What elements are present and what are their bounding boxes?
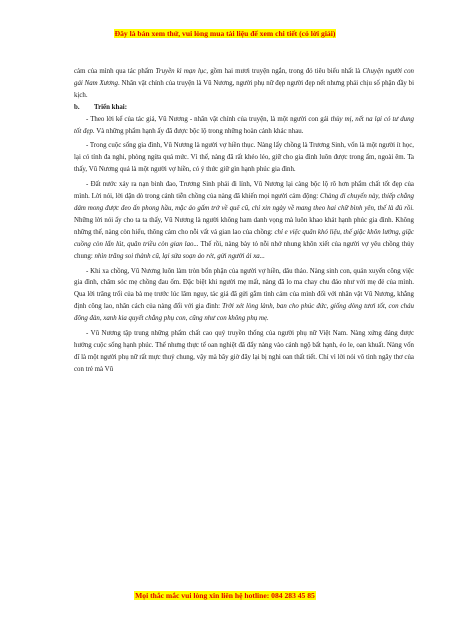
hotline-text: Mọi thắc mắc vui lòng xin liên hệ hotline: 084 283 45 85 xyxy=(135,591,315,600)
p1-text-2: Và những phẩm hạnh ấy đã được bộc lộ trong những hoàn cảnh khác nhau. xyxy=(94,127,304,135)
paragraph-1 xyxy=(74,114,414,138)
p4-quote: Trời xét lòng lành, ban cho phúc đức, giống dòng tươi tốt, con cháu đông đàn, xanh kia quyết chẳng phụ con, cũng như con không phụ mẹ. xyxy=(74,303,414,323)
p3-quote-1: Chàng đi chuyến này, thiếp chẳng dám mong được đeo ấn phong hầu, mặc áo gấm trở về quê cũ, chỉ xin ngày về mang theo hai chữ bình yên, thế là đủ rồi. xyxy=(74,193,414,212)
p3-text-2: Những lời nói ấy cho ta ta thấy, Vũ Nương là người không ham danh vọng mà luôn khao khát hạnh phúc gia đình. Không những thế, nàng còn hiểu, thông cảm cho nỗi vất vả gian lao của chồng: xyxy=(74,216,414,236)
paragraph-5 xyxy=(74,328,414,376)
p1-quote: thùy mị, nết na lại có tư dung tốt đẹp. xyxy=(74,115,414,135)
p5-text: - Vũ Nương tập trung những phẩm chất cao quý truyền thống của người phụ nữ Việt Nam. Nàng xứng đáng được hưởng cuộc sống hạnh phúc. Thế nhưng thực tế oan nghiệt đã đẩy nàng vào cảnh ngộ bất hạnh, éo le, oan khuất. Nàng vốn dĩ là một người phụ nữ rất mực thuỷ chung, vậy mà bây giờ đây lại bị nghi oan thất tiết. Chỉ vì lời nói vô tình ngây thơ của con trẻ mà Vũ xyxy=(74,330,414,373)
section-number: b. xyxy=(74,103,80,111)
intro-text-1: cảm của mình qua tác phẩm xyxy=(74,68,156,75)
preview-notice-banner xyxy=(0,29,450,38)
section-heading xyxy=(74,102,414,114)
paragraph-3 xyxy=(74,179,414,262)
p3-quote-3: nhìn trăng soi thành cũ, lại sửa soạn áo rét, gửi người ải xa... xyxy=(94,252,265,260)
p3-quote-2: chỉ e việc quân khó liệu, thế giặc khôn lường, giặc cuồng còn lẩn lút, quân triều còn gian lao... xyxy=(74,228,414,248)
p2-text: - Trong cuộc sống gia đình, Vũ Nương là người vợ hiền thục. Nàng lấy chồng là Trương Sinh, vốn là một người ít học, lại có tính đa nghi, phòng ngừa quá mức. Vì thế, nàng đã rất khéo léo, giữ cho gia đình luôn được trong ấm, ngoài êm. Ta thấy, Vũ Nương quả là một người vợ hiền, có ý thức giữ gìn hạnh phúc gia đình. xyxy=(74,142,414,174)
paragraph-2 xyxy=(74,140,414,176)
p3-text-3: Thế rồi, nàng bày tỏ nỗi nhớ nhung khôn xiết của người vợ yêu chồng thủy chung: xyxy=(74,240,414,260)
p4-text-1: - Khi xa chồng, Vũ Nương luôn làm tròn bổn phận của người vợ hiền, dâu thảo. Nàng sinh con, quán xuyến công việc gia đình, chăm sóc mẹ chồng đau ốm. Đặc biệt khi người mẹ mất, nàng đã lo ma chay chu đáo như với mẹ đẻ của mình. Qua lời trăng trối của bà mẹ trước lúc lâm nguy, tác giả đã gửi gắm tình cảm của mình đối với nhân vật Vũ Nương, khẳng định công lao, nhân cách của nàng đối với gia đình: xyxy=(74,267,414,311)
document-body xyxy=(74,66,414,376)
intro-text-3: . Nhân vật chính của truyện là Vũ Nương, người phụ nữ đẹp người đẹp nết nhưng phải chịu số phận đầy bi kịch. xyxy=(74,79,414,99)
hotline-footer xyxy=(0,591,450,600)
p1-text-1: - Theo lời kể của tác giả, Vũ Nương - nhân vật chính của truyện, là một người con gái xyxy=(86,115,331,123)
intro-story-title: Chuyện người con gái Nam Xương xyxy=(74,68,414,87)
intro-work-title: Truyền kì mạn lục xyxy=(155,68,207,75)
preview-notice-text: Đây là bản xem thử, vui lòng mua tài liệu để xem chi tiết (có lời giải) xyxy=(114,29,336,38)
intro-text-2: , gồm hai mươi truyện ngắn, trong đó tiêu biểu nhất là xyxy=(206,68,363,75)
section-title: Triển khai: xyxy=(94,103,127,111)
intro-paragraph xyxy=(74,66,414,102)
p3-text-1: - Đất nước xảy ra nạn binh đao, Trương Sinh phải đi lính, Vũ Nương lại càng bộc lộ rõ hơn phẩm chất tốt đẹp của mình. Lời nói, lời dặn dò trong cảnh tiễn chồng của nàng đã khiến mọi người cảm động: xyxy=(74,181,414,201)
paragraph-4 xyxy=(74,266,414,326)
